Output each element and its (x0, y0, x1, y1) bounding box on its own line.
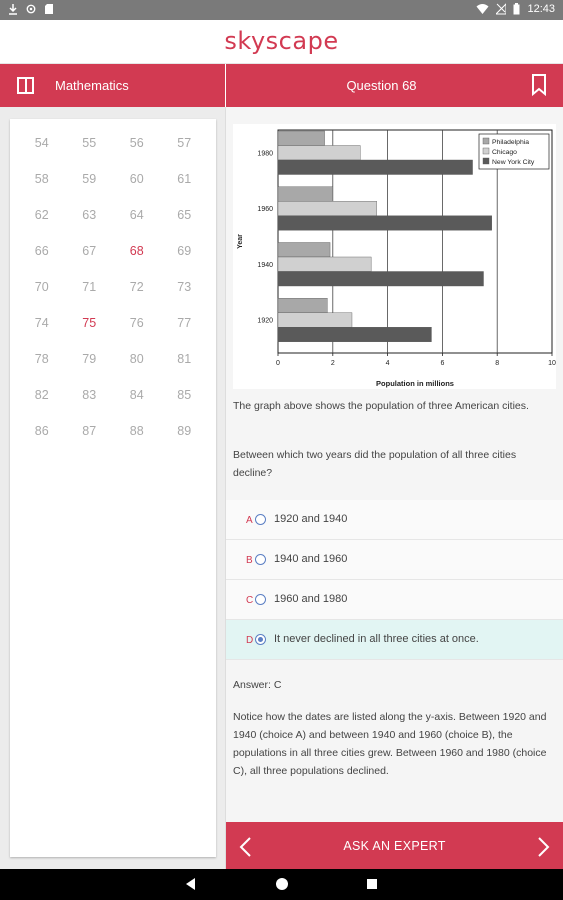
question-prompt: Between which two years did the population of all three cities decline? (233, 449, 517, 479)
bar-new-york-city-1960 (278, 216, 492, 231)
question-number-86[interactable]: 86 (34, 424, 49, 438)
question-number-64[interactable]: 64 (129, 208, 144, 222)
bar-new-york-city-1940 (278, 272, 484, 287)
bar-new-york-city-1980 (278, 160, 473, 175)
answer-label: Answer: C (233, 679, 282, 691)
bar-new-york-city-1920 (278, 327, 431, 342)
y-tick-label: 1960 (257, 206, 273, 213)
app-bar (0, 20, 563, 64)
question-number-63[interactable]: 63 (82, 208, 97, 222)
question-title: Question 68 (346, 78, 417, 93)
question-number-76[interactable]: 76 (129, 316, 144, 330)
option-letter: C (246, 595, 254, 606)
x-tick-label: 0 (276, 360, 280, 367)
option-text: 1960 and 1980 (274, 593, 348, 605)
question-number-68[interactable]: 68 (129, 244, 144, 258)
x-tick-label: 8 (495, 360, 500, 367)
question-number-88[interactable]: 88 (129, 424, 144, 438)
legend-entry: Philadelphia (492, 139, 530, 146)
question-number-73[interactable]: 73 (177, 280, 192, 294)
question-number-58[interactable]: 58 (34, 172, 49, 186)
section-title: Mathematics (55, 78, 129, 93)
y-tick-label: 1980 (257, 150, 273, 158)
question-number-74[interactable]: 74 (34, 316, 49, 330)
back-icon[interactable] (186, 878, 195, 890)
question-number-70[interactable]: 70 (34, 280, 49, 294)
question-number-82[interactable]: 82 (34, 388, 49, 402)
option-letter: B (246, 555, 253, 566)
question-number-80[interactable]: 80 (129, 352, 144, 366)
status-bar (0, 0, 563, 20)
x-tick-label: 6 (440, 360, 445, 367)
book-icon[interactable] (17, 77, 34, 94)
question-number-75[interactable]: 75 (82, 316, 97, 330)
bar-philadelphia-1980 (278, 131, 325, 146)
question-navigator (0, 107, 225, 869)
option-text: 1940 and 1960 (274, 553, 348, 565)
question-number-78[interactable]: 78 (34, 352, 49, 366)
download-icon (8, 3, 18, 15)
y-axis-label: Year (237, 234, 244, 249)
question-grid (10, 133, 216, 441)
question-number-59[interactable]: 59 (82, 172, 97, 186)
question-number-81[interactable]: 81 (177, 352, 192, 366)
bar-chicago-1980 (278, 146, 360, 161)
bar-chicago-1920 (278, 313, 352, 328)
battery-icon (513, 3, 520, 15)
question-grid-card (10, 119, 216, 857)
y-tick-label: 1920 (257, 317, 273, 325)
x-tick-label: 2 (330, 360, 335, 367)
section-header (0, 64, 225, 107)
option-d[interactable] (226, 620, 563, 660)
legend-swatch (483, 148, 489, 154)
question-number-71[interactable]: 71 (82, 280, 97, 294)
option-text: It never declined in all three cities at once. (274, 633, 479, 645)
question-number-57[interactable]: 57 (177, 136, 192, 150)
question-number-69[interactable]: 69 (177, 244, 192, 258)
question-number-77[interactable]: 77 (177, 316, 192, 330)
ask-expert-button[interactable]: ASK AN EXPERT (343, 839, 446, 853)
x-tick-label: 4 (385, 360, 390, 367)
legend-swatch (483, 158, 489, 164)
population-chart (233, 124, 556, 389)
answer-options (226, 500, 563, 660)
question-number-84[interactable]: 84 (129, 388, 144, 402)
legend-swatch (483, 138, 489, 144)
question-number-62[interactable]: 62 (34, 208, 49, 222)
x-tick-label: 10 (548, 360, 556, 367)
no-signal-icon (496, 3, 506, 15)
option-c[interactable] (226, 580, 563, 620)
question-number-89[interactable]: 89 (177, 424, 192, 438)
bar-philadelphia-1960 (278, 187, 333, 202)
radio-button[interactable] (255, 634, 266, 645)
option-b[interactable] (226, 540, 563, 580)
question-number-54[interactable]: 54 (34, 136, 49, 150)
question-number-87[interactable]: 87 (82, 424, 97, 438)
question-number-72[interactable]: 72 (129, 280, 144, 294)
legend-entry: Chicago (492, 149, 517, 156)
legend-entry: New York City (492, 159, 535, 166)
bar-philadelphia-1940 (278, 243, 330, 258)
question-number-61[interactable]: 61 (177, 172, 192, 186)
brand-logo: skyscape (224, 27, 339, 55)
question-number-66[interactable]: 66 (34, 244, 49, 258)
radio-button[interactable] (255, 594, 266, 605)
question-number-67[interactable]: 67 (82, 244, 97, 258)
system-nav-bar (0, 869, 563, 900)
sd-card-icon (44, 3, 54, 15)
sync-icon (26, 3, 36, 15)
question-number-60[interactable]: 60 (129, 172, 144, 186)
next-chevron-icon[interactable] (537, 836, 551, 858)
bookmark-icon[interactable] (531, 74, 547, 96)
bar-chicago-1940 (278, 257, 371, 272)
question-number-83[interactable]: 83 (82, 388, 97, 402)
question-number-56[interactable]: 56 (129, 136, 144, 150)
option-letter: A (246, 515, 253, 526)
question-content[interactable] (226, 107, 563, 822)
question-number-79[interactable]: 79 (82, 352, 97, 366)
question-header (226, 64, 563, 107)
recent-apps-icon[interactable] (367, 879, 377, 889)
chart-svg (233, 124, 556, 389)
option-text: 1920 and 1940 (274, 513, 348, 525)
wifi-icon (476, 3, 489, 15)
question-intro: The graph above shows the population of three American cities. (233, 400, 529, 412)
question-number-85[interactable]: 85 (177, 388, 192, 402)
bar-chicago-1960 (278, 201, 377, 216)
x-axis-label: Population in millions (376, 379, 454, 388)
question-number-65[interactable]: 65 (177, 208, 192, 222)
y-tick-label: 1940 (257, 261, 273, 269)
option-a[interactable] (226, 500, 563, 540)
answer-explanation: Notice how the dates are listed along the y-axis. Between 1920 and 1940 (choice A) and between 1940 and 1960 (choice B), the populations in all three cities grew. Between 1960 and 1980 (choice C), all three populations declined. (233, 711, 547, 777)
bar-philadelphia-1920 (278, 298, 327, 313)
ask-expert-bar (226, 822, 563, 869)
radio-button[interactable] (255, 514, 266, 525)
home-icon[interactable] (276, 878, 288, 890)
question-number-55[interactable]: 55 (82, 136, 97, 150)
radio-button[interactable] (255, 554, 266, 565)
status-time: 12:43 (527, 3, 555, 15)
option-letter: D (246, 635, 254, 646)
